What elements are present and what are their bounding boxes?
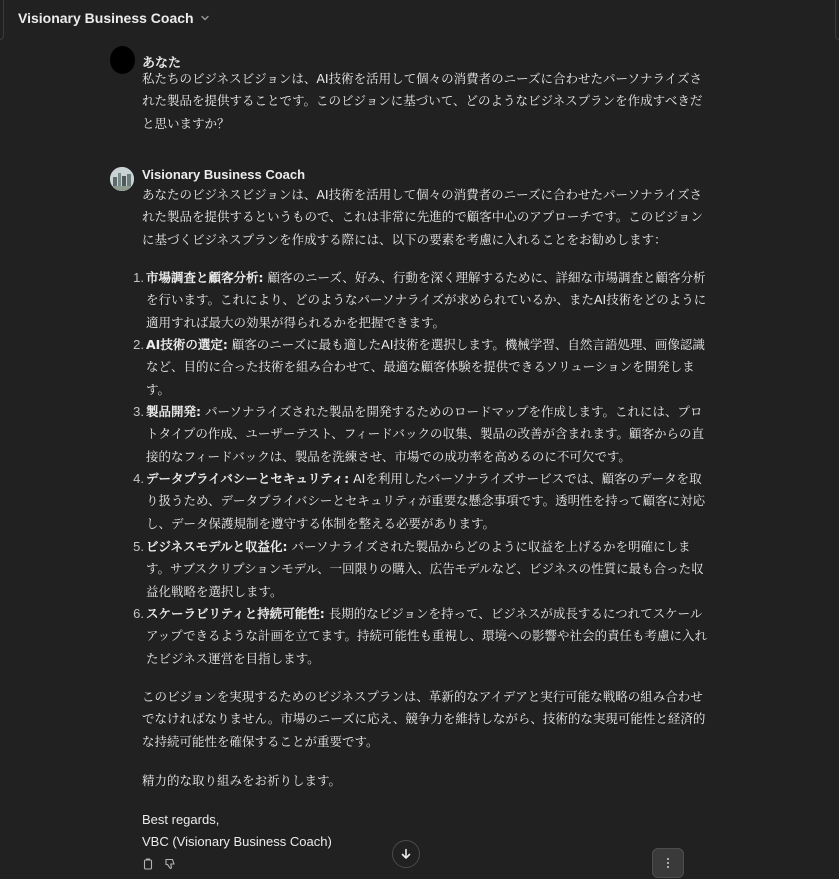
text-line: パーソナライズされた製品を開発するためのロードマップを作成します。これには、プロ [201,404,703,419]
chevron-down-icon [200,13,210,23]
list-item-title: AI技術の選定: [146,337,228,352]
thumbs-down-icon[interactable] [163,857,177,871]
text-line: な持続可能性を確保することが重要です。 [142,733,379,749]
text-line: パーソナライズされた製品からどのように収益を上げるかを明確にしま [287,539,691,554]
assistant-intro [142,184,722,251]
list-number: 1. [133,270,144,285]
list-number: 3. [133,404,144,419]
text-line: 益化戦略を選択します。 [146,583,283,599]
list-number: 6. [133,606,144,621]
text-line: トタイプの作成、ユーザーテスト、フィードバックの収集、製品の改善が含まれます。顧客からの直 [146,426,705,442]
list-item-title: スケーラビリティと持続可能性: [146,606,325,621]
text-line: あなたのビジネスビジョンは、AI技術を活用して個々の消費者のニーズに合わせたパーソナライズさ [142,187,702,202]
message-actions [141,857,177,871]
text-line: でなければなりません。市場のニーズに応え、競争力を維持しながら、技術的な実現可能性と経済的 [142,711,706,727]
text-line: れた製品を提供することです。このビジョンに基づいて、どのようなビジネスプランを作成すべきだ [142,93,703,109]
text-line: に基づくビジネスプランを作成する際には、以下の要素を考慮に入れることをお勧めします： [142,231,667,247]
scroll-to-bottom-button[interactable] [392,840,420,868]
text-line: 顧客のニーズ、好み、行動を深く理解するために、詳細な市場調査と顧客分析 [263,270,706,285]
text-line: 私たちのビジネスビジョンは、AI技術を活用して個々の消費者のニーズに合わせたパーソナライズさ [142,71,702,86]
text-line: 適用すれば最大の効果が得られるかを把握できます。 [146,314,446,330]
sign-off-line: Best regards, [142,812,220,827]
more-options-button[interactable] [652,848,684,878]
list-item-title: 市場調査と顧客分析: [146,270,264,285]
arrow-down-icon [399,847,413,861]
more-vertical-icon [661,856,675,870]
list-item-title: データプライバシーとセキュリティ: [146,471,350,486]
list-item-title: 製品開発: [146,404,201,419]
text-line: このビジョンを実現するためのビジネスプランは、革新的なアイデアと実行可能な戦略の組み合わせ [142,689,703,704]
text-line: たビジネス運営を目指します。 [146,650,320,666]
text-line: し、データ保護規制を遵守する体制を整える必要があります。 [146,515,496,531]
text-line: AIを利用したパーソナライズサービスでは、顧客のデータを取 [349,471,702,486]
assistant-author-name: Visionary Business Coach [142,167,306,182]
model-title: Visionary Business Coach [18,10,194,26]
list-item-title: ビジネスモデルと収益化: [146,539,288,554]
text-line: 長期的なビジョンを持って、ビジネスが成長するにつれてスケール [324,606,703,621]
assistant-avatar [110,167,134,191]
text-line: 接的なフィードバックは、製品を洗練させ、市場での成功率を高めるのに不可欠です。 [146,448,631,464]
encouragement-text: 精力的な取り組みをお祈りします。 [142,773,342,788]
signature-line: VBC (Visionary Business Coach) [142,834,332,850]
text-line: を行います。これにより、どのようなパーソナライズが求められているか、またAI技術をどのように [146,292,707,308]
text-line: など、目的に合った技術を組み合わせて、最適な顧客体験を提供できるソリューションを開発しま [146,359,695,375]
text-line: アップできるような計画を立てます。持続可能性も重視し、環境への影響や社会的責任も考慮に入れ [146,628,708,644]
list-number: 2. [133,337,144,352]
sign-off [142,809,722,854]
list-number: 5. [133,539,144,554]
text-line: と思いますか？ [142,115,230,131]
list-number: 4. [133,471,144,486]
text-line: り扱うため、データプライバシーとセキュリティが重要な懸念事項です。透明性を持って顧客に対応 [146,493,706,509]
user-avatar [110,46,135,74]
user-author-name: あなた [142,55,182,70]
assistant-closing [142,686,722,753]
model-switcher[interactable] [18,10,210,26]
text-line: す。サブスクリプションモデル、一回限りの購入、広告モデルなど、ビジネスの性質に最も合った収 [146,561,704,577]
text-line: 顧客のニーズに最も適したAI技術を選択します。機械学習、自然言語処理、画像認識 [227,337,705,352]
top-bar [0,0,839,36]
text-line: す。 [146,381,171,397]
text-line: れた製品を提供するというもので、これは非常に先進的で顧客中心のアプローチです。このビジョン [142,209,704,225]
copy-icon[interactable] [141,857,155,871]
user-message-text [142,68,722,135]
